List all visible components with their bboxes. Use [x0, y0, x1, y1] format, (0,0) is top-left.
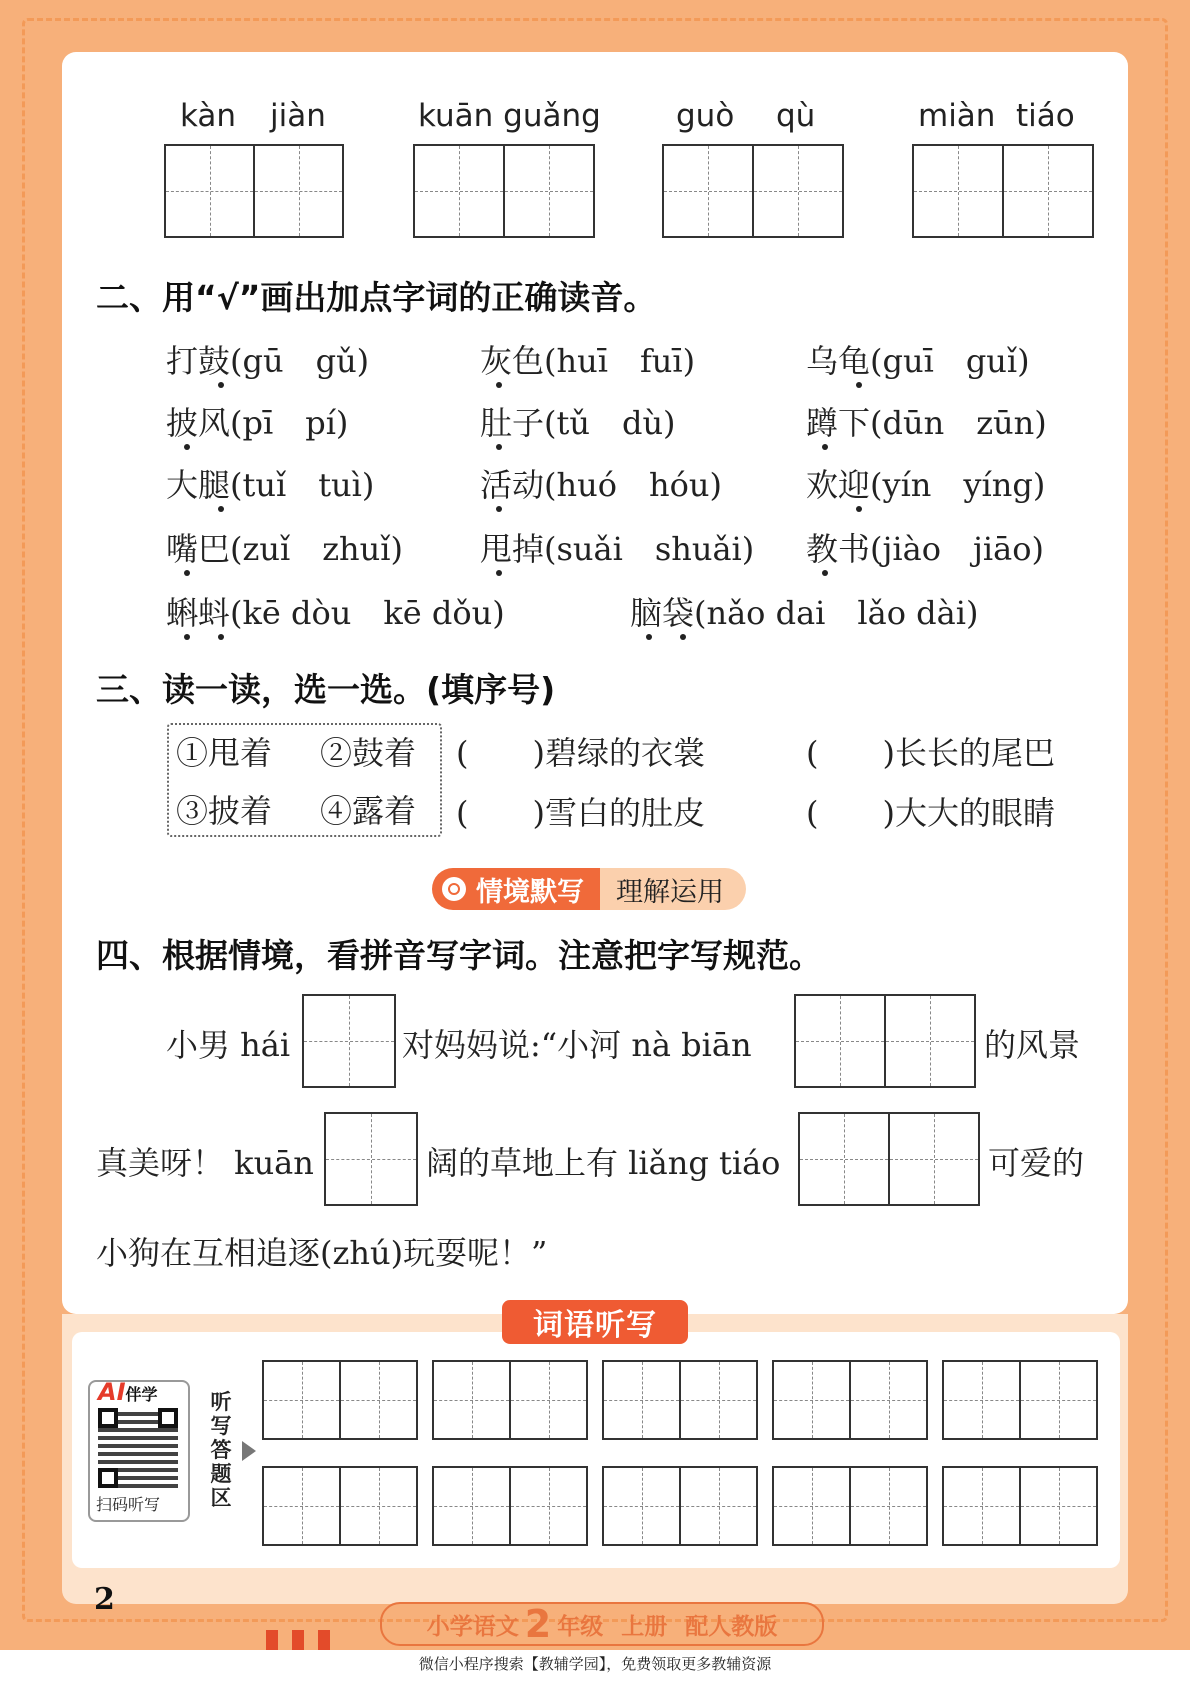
- emphasis-dot: [218, 382, 224, 388]
- dictation-grid[interactable]: [772, 1360, 928, 1440]
- pinyin-label: qù: [776, 98, 816, 134]
- option: ②鼓着: [320, 734, 417, 772]
- resource-notice: 微信小程序搜索【教辅学园】，免费领取更多教辅资源: [0, 1650, 1190, 1682]
- writing-grid[interactable]: [413, 144, 595, 238]
- dictation-grid[interactable]: [602, 1360, 758, 1440]
- reading-item[interactable]: 活动(huó hóu): [480, 466, 722, 504]
- section-banner: [432, 868, 746, 910]
- sentence-part: 真美呀！ kuān: [96, 1144, 314, 1182]
- ai-logo: AI伴学: [98, 1378, 158, 1406]
- emphasis-dot: [218, 506, 224, 512]
- question-3-title: 三、读一读，选一选。(填序号): [96, 670, 556, 709]
- reading-item[interactable]: 打鼓(gū gǔ): [166, 342, 370, 380]
- reading-item[interactable]: 欢迎(yín yíng): [806, 466, 1046, 504]
- edition-label: 配人教版: [685, 1613, 778, 1640]
- reading-item[interactable]: 大腿(tuǐ tuì): [166, 466, 375, 504]
- option: ④露着: [320, 792, 417, 830]
- banner-right-label: 理解运用: [616, 876, 724, 908]
- fill-blank[interactable]: ( )碧绿的衣裳: [456, 734, 705, 772]
- reading-item[interactable]: 脑袋(nǎo dai lǎo dài): [630, 594, 979, 632]
- writing-grid[interactable]: [794, 994, 976, 1088]
- dictation-grid[interactable]: [942, 1466, 1098, 1546]
- dictation-grid[interactable]: [262, 1360, 418, 1440]
- emphasis-dot: [184, 570, 190, 576]
- qr-finder-icon: [158, 1408, 178, 1428]
- reading-item[interactable]: 乌龟(guī guǐ): [806, 342, 1030, 380]
- qr-finder-icon: [98, 1408, 118, 1428]
- reading-item[interactable]: 蹲下(dūn zūn): [806, 404, 1047, 442]
- sentence-part: 的风景: [984, 1026, 1081, 1064]
- answer-area-label: 听写答题区: [210, 1390, 232, 1510]
- emphasis-dot: [856, 506, 862, 512]
- pinyin-label: kàn: [180, 98, 237, 134]
- pinyin-label: guò: [676, 98, 735, 134]
- emphasis-dot: [496, 444, 502, 450]
- writing-grid[interactable]: [324, 1112, 418, 1206]
- reading-item[interactable]: 披风(pī pí): [166, 404, 349, 442]
- pinyin-label: miàn: [918, 98, 996, 134]
- writing-grid[interactable]: [912, 144, 1094, 238]
- term-label: 上册: [621, 1613, 668, 1640]
- dictation-grid[interactable]: [262, 1466, 418, 1546]
- emphasis-dot: [184, 444, 190, 450]
- emphasis-dot: [856, 382, 862, 388]
- emphasis-dot: [218, 634, 224, 640]
- dictation-grid[interactable]: [942, 1360, 1098, 1440]
- sentence-part: 阔的草地上有 liǎng tiáo: [426, 1144, 781, 1182]
- subject-label: 小学语文: [426, 1613, 519, 1640]
- qr-finder-icon: [98, 1468, 118, 1488]
- arrow-right-icon: [242, 1441, 256, 1461]
- option: ③披着: [176, 792, 273, 830]
- fill-blank[interactable]: ( )大大的眼睛: [806, 794, 1055, 832]
- emphasis-dot: [646, 634, 652, 640]
- sentence-part: 对妈妈说:“小河 nà biān: [402, 1026, 752, 1064]
- book-info: [380, 1602, 824, 1646]
- reading-item[interactable]: 蝌蚪(kē dòu kē dǒu): [166, 594, 505, 632]
- sentence-part: 可爱的: [988, 1144, 1085, 1182]
- dictation-grid[interactable]: [602, 1466, 758, 1546]
- sentence-part: 小狗在互相追逐(zhú)玩耍呢！”: [96, 1234, 548, 1272]
- emphasis-dot: [822, 444, 828, 450]
- grade-label: 年级: [557, 1613, 604, 1640]
- pinyin-label: jiàn: [270, 98, 326, 134]
- fill-blank[interactable]: ( )长长的尾巴: [806, 734, 1055, 772]
- dictation-tab: 词语听写: [502, 1300, 688, 1344]
- emphasis-dot: [680, 634, 686, 640]
- reading-item[interactable]: 甩掉(suǎi shuǎi): [480, 530, 755, 568]
- writing-grid[interactable]: [662, 144, 844, 238]
- emphasis-dot: [822, 570, 828, 576]
- question-4-title: 四、根据情境，看拼音写字词。注意把字写规范。: [96, 936, 822, 975]
- page-number: 2: [94, 1582, 115, 1617]
- writing-grid[interactable]: [798, 1112, 980, 1206]
- grade-number: 2: [524, 1602, 552, 1646]
- emphasis-dot: [496, 570, 502, 576]
- reading-item[interactable]: 嘴巴(zuǐ zhuǐ): [166, 530, 403, 568]
- emphasis-dot: [496, 506, 502, 512]
- option: ①甩着: [176, 734, 273, 772]
- writing-grid[interactable]: [164, 144, 344, 238]
- writing-grid[interactable]: [302, 994, 396, 1088]
- reading-item[interactable]: 肚子(tǔ dù): [480, 404, 676, 442]
- scan-label: 扫码听写: [96, 1495, 161, 1514]
- banner-left-label: 情境默写: [476, 876, 584, 908]
- medal-icon: [442, 877, 466, 901]
- dictation-grid[interactable]: [432, 1466, 588, 1546]
- emphasis-dot: [496, 382, 502, 388]
- reading-item[interactable]: 教书(jiào jiāo): [806, 530, 1044, 568]
- fill-blank[interactable]: ( )雪白的肚皮: [456, 794, 705, 832]
- pinyin-label: kuān guǎng: [418, 98, 601, 134]
- dictation-grid[interactable]: [432, 1360, 588, 1440]
- sentence-part: 小男 hái: [166, 1026, 291, 1064]
- dictation-grid[interactable]: [772, 1466, 928, 1546]
- emphasis-dot: [184, 634, 190, 640]
- reading-item[interactable]: 灰色(huī fuī): [480, 342, 696, 380]
- pinyin-label: tiáo: [1016, 98, 1075, 134]
- question-2-title: 二、用“√”画出加点字词的正确读音。: [96, 278, 657, 317]
